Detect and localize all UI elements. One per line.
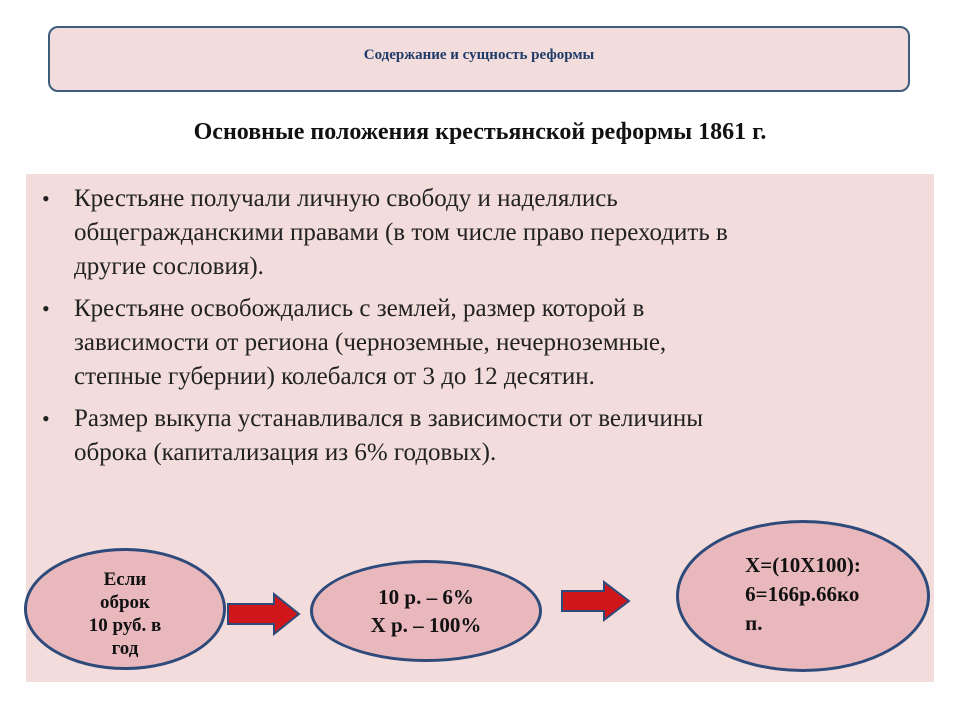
- flow-line: п.: [745, 610, 763, 635]
- bullet-marker: •: [42, 406, 50, 431]
- flow-step-2-ellipse: [310, 560, 542, 662]
- flow-line: Х=(10Х100):: [745, 552, 861, 577]
- main-title: Основные положения крестьянской реформы 1861 г.: [193, 119, 767, 145]
- bullet-line: Крестьяне освобождались с землей, размер которой в: [74, 295, 645, 322]
- bullet-line: другие сословия).: [74, 253, 264, 280]
- flow-step-1-text: [89, 568, 162, 660]
- flow-line: Если: [103, 569, 147, 590]
- bullet-item: [42, 402, 902, 470]
- bullet-line: Размер выкупа устанавливался в зависимости от величины: [74, 405, 704, 432]
- header-title: Содержание и сущность реформы: [363, 46, 595, 63]
- bullet-line: оброка (капитализация из 6% годовых).: [74, 439, 497, 466]
- flow-line: оброк: [99, 592, 150, 613]
- bullet-line: зависимости от региона (черноземные, нечерноземные,: [74, 329, 667, 356]
- right-arrow-icon: [226, 592, 302, 636]
- bullet-item: [42, 182, 902, 284]
- header-box: [48, 26, 910, 92]
- bullet-item: [42, 292, 902, 394]
- flow-line: 10 р. – 6%: [378, 585, 474, 609]
- bullet-line: степные губернии) колебался от 3 до 12 десятин.: [74, 363, 595, 390]
- flow-step-1-ellipse: [24, 548, 226, 670]
- flow-line: Х р. – 100%: [370, 613, 482, 637]
- bullet-line: Крестьяне получали личную свободу и наделялись: [74, 185, 618, 212]
- bullet-line: общегражданскими правами (в том числе право переходить в: [74, 219, 728, 246]
- flow-line: год: [111, 638, 139, 659]
- flow-line: 6=166р.66ко: [745, 581, 860, 606]
- bullet-list: [42, 182, 902, 478]
- flow-step-3-ellipse: [676, 520, 930, 672]
- bullet-marker: •: [42, 296, 50, 321]
- flow-step-3-text: [745, 551, 861, 638]
- flow-line: 10 руб. в: [88, 615, 162, 636]
- right-arrow-icon: [560, 580, 632, 622]
- flow-step-2-text: [371, 583, 482, 639]
- bullet-marker: •: [42, 186, 50, 211]
